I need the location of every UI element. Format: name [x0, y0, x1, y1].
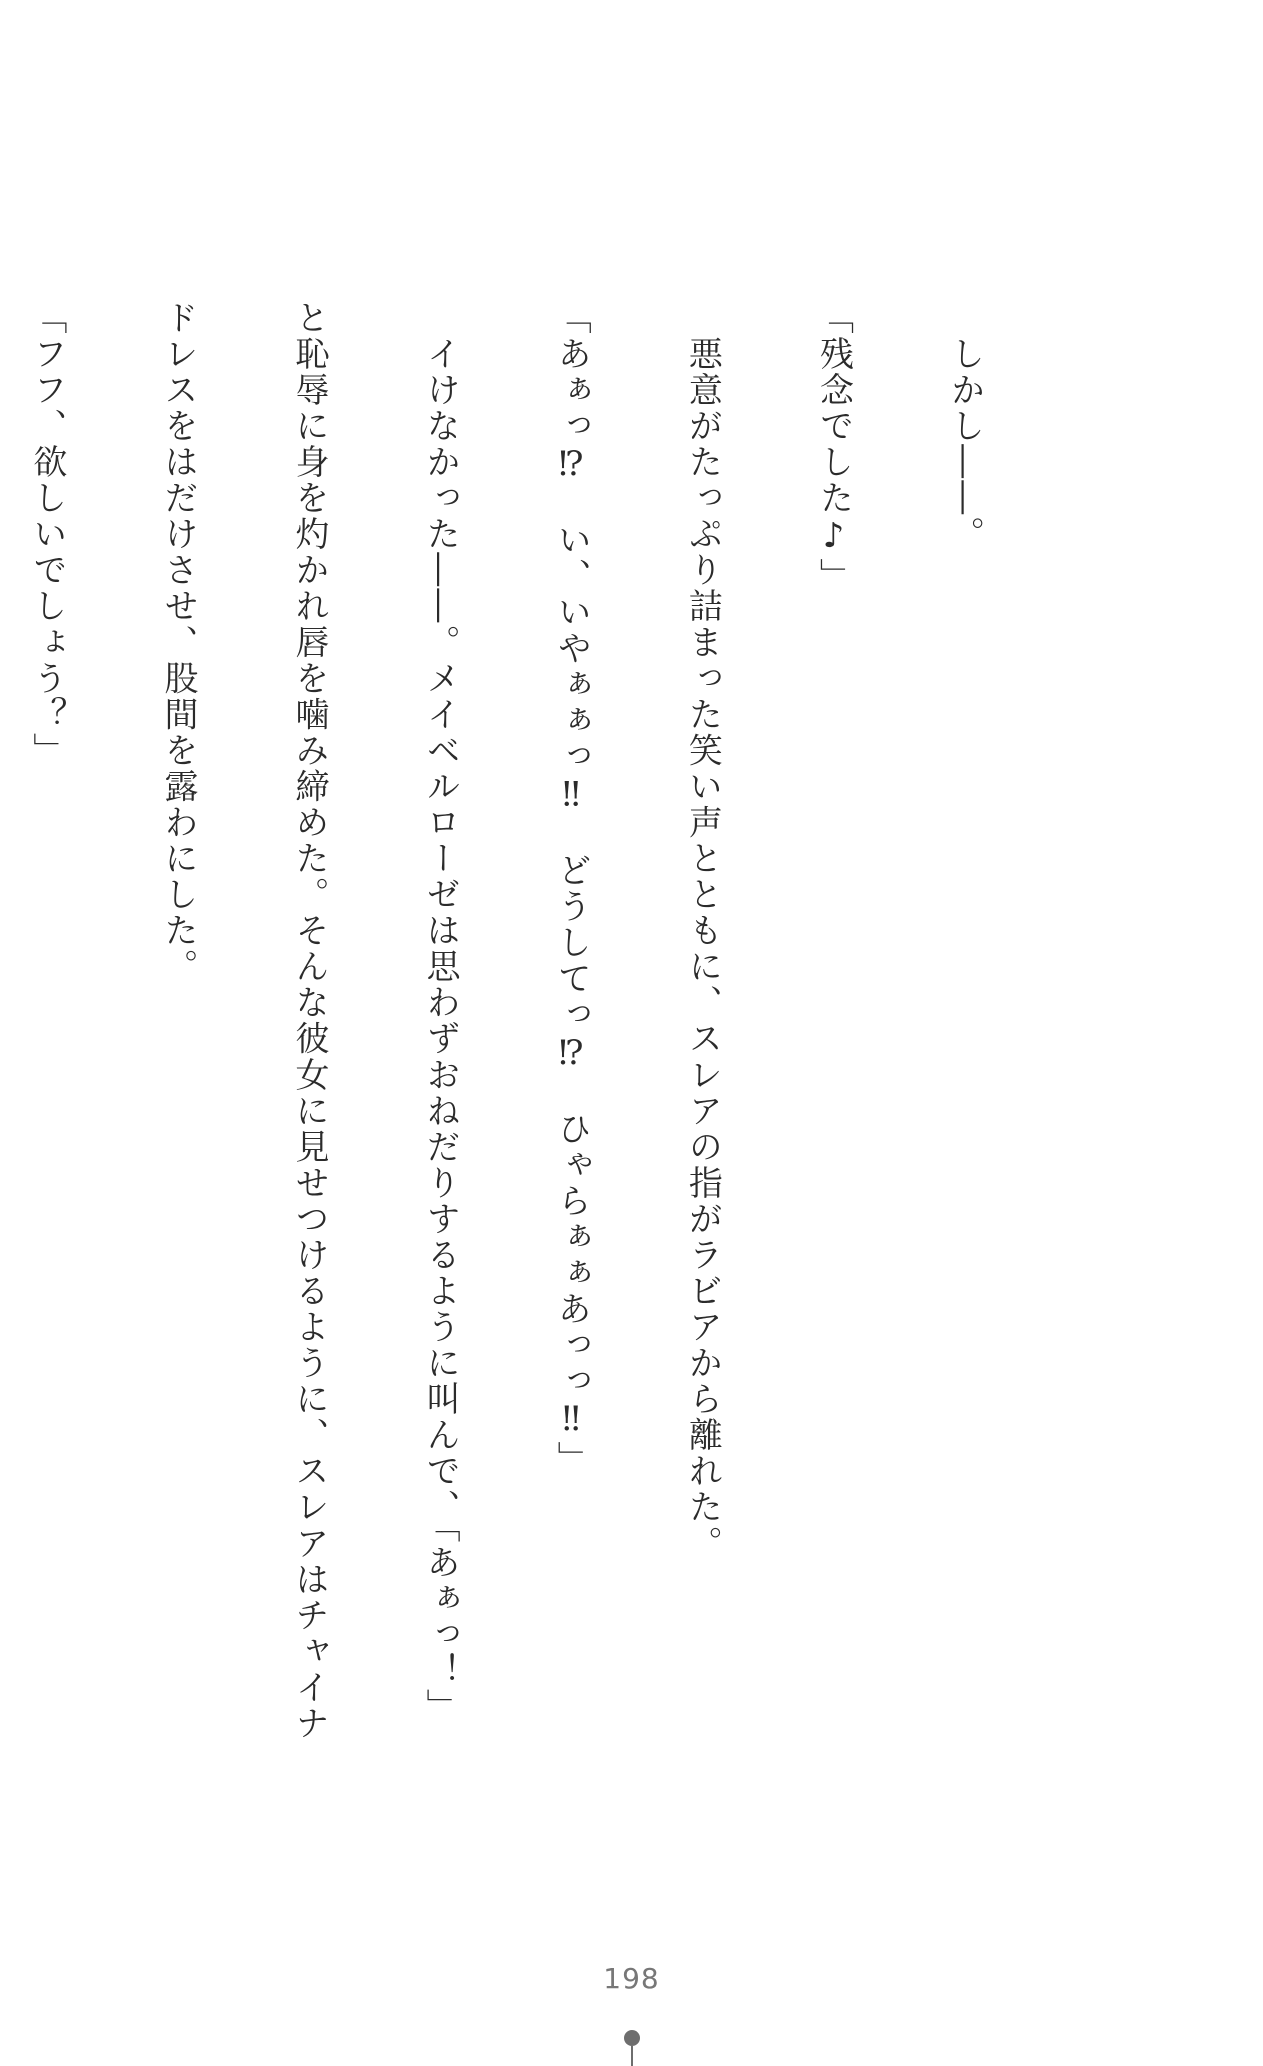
text-line: ドレスをはだけさせ、股間を露わにした。 [157, 300, 198, 985]
page-marker-line [631, 2046, 633, 2066]
text-line: 「あぁっ⁉ い、いやぁぁっ‼ どうしてっ⁉ ひゃらぁぁあっっ‼」 [551, 300, 592, 1478]
text-line: 「フフ、欲しいでしょう？」 [26, 300, 67, 769]
text-line: 悪意がたっぷり詰まった笑い声とともに、スレアの指がラビアから離れた。 [682, 300, 723, 1562]
text-line: イけなかった――。メイベルローゼは思わずおねだりするように叫んで、「あぁっ！」 [420, 300, 461, 1725]
page-number: 198 [603, 1962, 660, 1995]
text-line: 「残念でした♪」 [813, 300, 854, 595]
text-line: と恥辱に身を灼かれ唇を噛み締めた。そんな彼女に見せつけるように、スレアはチャイナ [289, 300, 330, 1742]
page-marker-dot [624, 2030, 640, 2046]
text-line: しかし――。 [944, 300, 985, 553]
vertical-text-body [26, 300, 1073, 1770]
